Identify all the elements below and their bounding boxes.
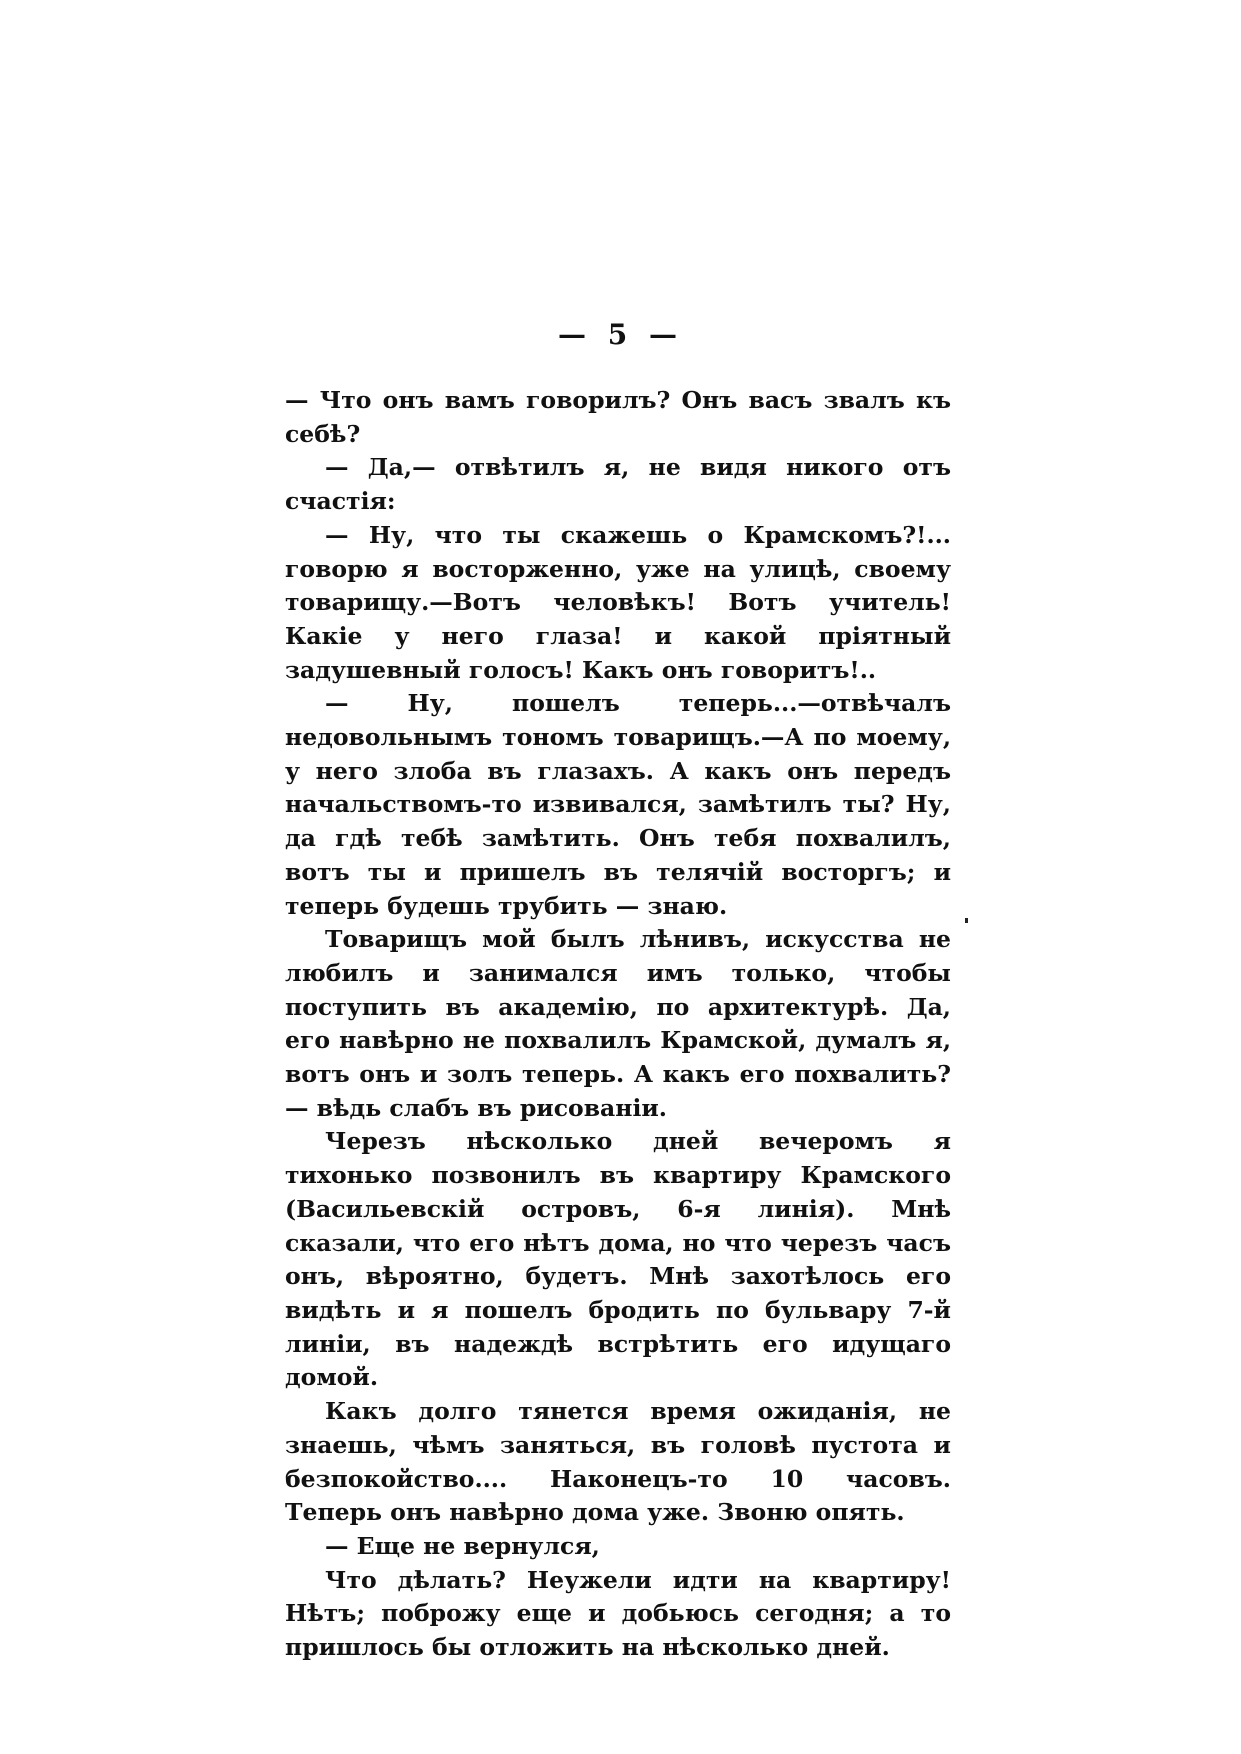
scan-speck [965, 918, 968, 923]
paragraph: Черезъ нѣсколько дней вечеромъ я тихонько позвонилъ въ квартиру Крамского (Васильевскій островъ, 6-я линія). Мнѣ сказали, что его нѣтъ дома, но что черезъ часъ онъ, вѣроятно, будетъ. Мнѣ захотѣлось его видѣть и я пошелъ бродить по бульвару 7-й линіи, въ надеждѣ встрѣтить его идущаго домой. [285, 1127, 951, 1392]
paragraph: — Ну, пошелъ теперь...—отвѣчалъ недовольнымъ тономъ товарищъ.—А по моему, у него злоба въ глазахъ. А какъ онъ передъ начальствомъ-то извивался, замѣтилъ ты? Ну, да гдѣ тебѣ замѣтить. Онъ тебя похвалилъ, вотъ ты и пришелъ въ телячій восторгъ; и теперь будешь трубить — знаю. [285, 689, 951, 920]
paragraph: Товарищъ мой былъ лѣнивъ, искусства не любилъ и занимался имъ только, чтобы поступить въ академію, по архитектурѣ. Да, его навѣрно не похвалилъ Крамской, думалъ я, вотъ онъ и золъ теперь. А какъ его похвалить? — вѣдь слабъ въ рисованіи. [285, 925, 951, 1122]
paragraph: Что дѣлать? Неужели идти на квартиру! Нѣтъ; поброжу еще и добьюсь сегодня; а то пришлось бы отложить на нѣсколько дней. [285, 1565, 951, 1662]
paragraph: — Что онъ вамъ говорилъ? Онъ васъ звалъ къ себѣ? [285, 386, 951, 448]
paragraph: — Еще не вернулся, [325, 1531, 600, 1560]
paragraph: Какъ долго тянется время ожиданія, не знаешь, чѣмъ заняться, въ головѣ пустота и безпокойство.... Наконецъ-то 10 часовъ. Теперь онъ навѣрно дома уже. Звоню опять. [285, 1397, 951, 1527]
paragraph: — Да,— отвѣтилъ я, не видя никого отъ счастія: [285, 453, 951, 516]
page-number: — 5 — [558, 318, 683, 351]
body-text [285, 384, 951, 1665]
paragraph: — Ну, что ты скажешь о Крамскомъ?!... говорю я восторженно, уже на улицѣ, своему товарищу.—Вотъ человѣкъ! Вотъ учитель! Какіе у него глаза! и какой пріятный задушевный голосъ! Какъ онъ говоритъ!.. [285, 520, 951, 684]
